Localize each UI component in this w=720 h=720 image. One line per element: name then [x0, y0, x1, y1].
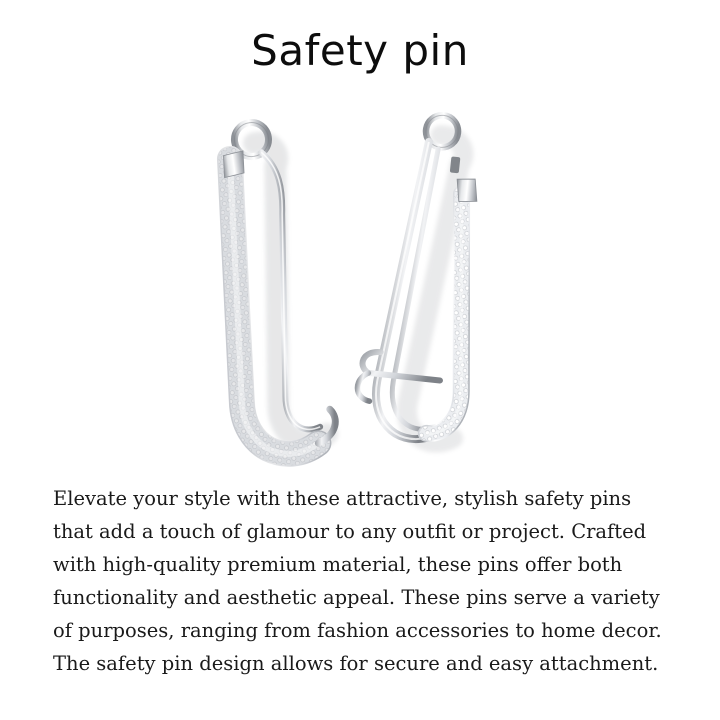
page-title: Safety pin	[251, 26, 469, 75]
product-description	[53, 482, 669, 680]
right-safety-pin	[353, 109, 491, 444]
product-image	[120, 95, 600, 475]
description-text: Elevate your style with these attractive, stylish safety pins that add a touch of glamour to any outfit or project. Crafted with high-quality premium material, these pins offer both functionality and aesthetic appeal. These pins serve a variety of purposes, ranging from fashion accessories to home decor. The safety pin design allows for secure and easy attachment.	[53, 487, 662, 675]
left-safety-pin	[203, 117, 339, 460]
